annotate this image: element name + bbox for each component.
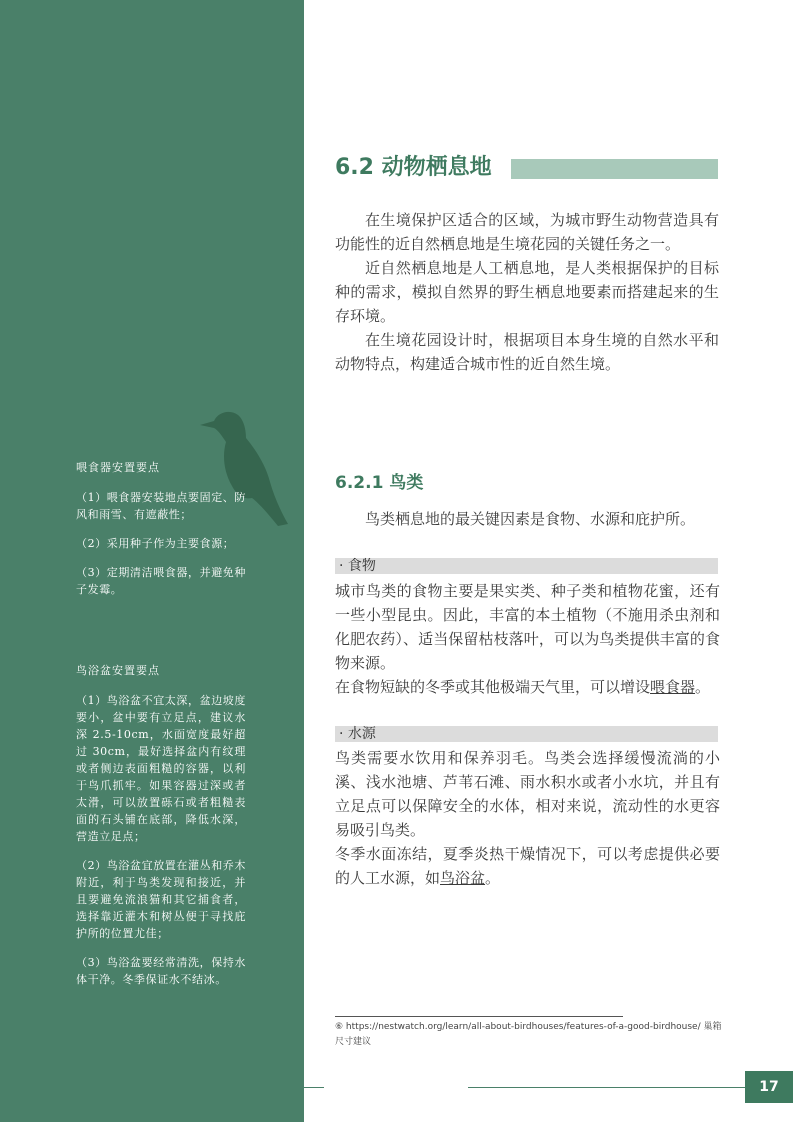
section-title-bar: [511, 159, 718, 179]
feeder-tips-title: 喂食器安置要点: [76, 461, 160, 474]
bird-bath-link[interactable]: 鸟浴盆: [440, 869, 486, 887]
food-paragraph-2: [335, 675, 720, 699]
water-paragraph-2-end: 。: [485, 869, 501, 887]
water-paragraph-2: [335, 842, 720, 890]
footer-line-right: [468, 1087, 745, 1088]
lead-paragraph: 鸟类栖息地的最关键因素是食物、水源和庇护所。: [365, 510, 696, 528]
food-paragraph-2-text: 在食物短缺的冬季或其他极端天气里，可以增设: [335, 678, 651, 696]
food-section: [335, 579, 720, 699]
bath-tip-3: （3）鸟浴盆要经常清洗，保持水体干净。冬季保证水不结冰。: [76, 956, 246, 986]
feeder-tip-1: （1）喂食器安装地点要固定、防风和雨雪、有遮蔽性；: [76, 491, 246, 521]
section-title: 6.2 动物栖息地: [335, 155, 492, 180]
feeder-tip-2: （2）采用种子作为主要食源；: [76, 537, 235, 550]
intro-paragraph-3: 在生境花园设计时，根据项目本身生境的自然水平和动物特点，构建适合城市性的近自然生境。: [335, 331, 719, 373]
bath-tip-1: （1）鸟浴盆不宜太深，盆边坡度要小，盆中要有立足点，建议水深 2.5-10cm，水面宽度最好超过 30cm，最好选择盆内有纹理或者侧边表面粗糙的容器，以利于鸟爪抓牢。如果容器过深或者太滑，可以放置砾石或者粗糙表面的石头铺在底部，降低水深，营造立足点；: [76, 694, 246, 843]
bath-tips: [76, 662, 246, 1000]
water-section: [335, 746, 720, 890]
bath-tip-2: （2）鸟浴盆宜放置在灌丛和乔木附近，利于鸟类发现和接近，并且要避免流浪猫和其它捕食者，选择靠近灌木和树丛便于寻找庇护所的位置尤佳；: [76, 859, 246, 940]
intro-paragraph-1: 在生境保护区适合的区域，为城市野生动物营造具有功能性的近自然栖息地是生境花园的关键任务之一。: [335, 211, 719, 253]
footnote: ⑥ https://nestwatch.org/learn/all-about-birdhouses/features-of-a-good-birdhouse/ 巢箱尺寸建议: [335, 1022, 722, 1047]
feeder-tips: [76, 459, 246, 610]
feeder-tip-3: （3）定期清洁喂食器，并避免种子发霉。: [76, 566, 246, 596]
footnote-divider: [335, 1016, 623, 1017]
subsection-title: 6.2.1 鸟类: [335, 473, 424, 493]
intro-paragraph-2: 近自然栖息地是人工栖息地，是人类根据保护的目标种的需求，模拟自然界的野生栖息地要素而搭建起来的生存环境。: [335, 259, 719, 325]
sidebar-panel: [0, 0, 304, 1122]
intro-text: [335, 208, 719, 376]
page-number: 17: [745, 1071, 793, 1103]
water-heading: · 水源: [335, 726, 718, 742]
food-paragraph-2-end: 。: [695, 678, 711, 696]
food-paragraph-1: 城市鸟类的食物主要是果实类、种子类和植物花蜜，还有一些小型昆虫。因此，丰富的本土植物（不施用杀虫剂和化肥农药）、适当保留枯枝落叶，可以为鸟类提供丰富的食物来源。: [335, 582, 720, 672]
water-paragraph-2-text: 冬季水面冻结，夏季炎热干燥情况下，可以考虑提供必要的人工水源，如: [335, 845, 720, 887]
feeder-link[interactable]: 喂食器: [650, 678, 696, 696]
water-paragraph-1: 鸟类需要水饮用和保养羽毛。鸟类会选择缓慢流淌的小溪、浅水池塘、芦苇石滩、雨水积水或者小水坑，并且有立足点可以保障安全的水体，相对来说，流动性的水更容易吸引鸟类。: [335, 749, 720, 839]
footer-line-left: [304, 1087, 324, 1088]
bath-tips-title: 鸟浴盆安置要点: [76, 664, 160, 677]
food-heading: · 食物: [335, 558, 718, 574]
